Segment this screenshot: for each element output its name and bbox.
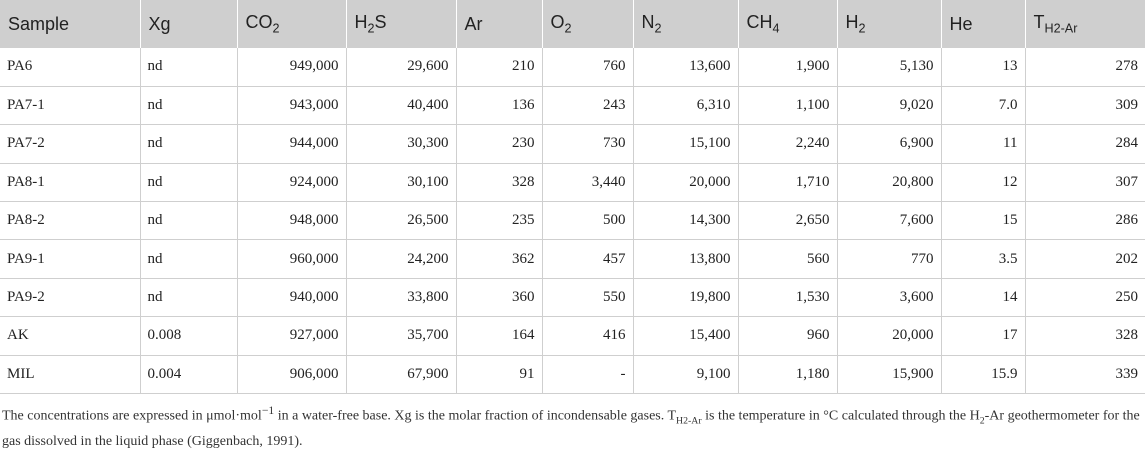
footnote-text: is the temperature in °C calculated through the H [701, 408, 980, 424]
column-header-label: He [949, 13, 973, 34]
table-cell: 1,100 [738, 86, 837, 124]
table-cell: 500 [542, 202, 633, 240]
table-cell: nd [140, 240, 237, 278]
table-cell: 770 [837, 240, 941, 278]
table-row [0, 125, 1145, 163]
table-cell: PA9-1 [0, 240, 140, 278]
table-cell: - [542, 355, 633, 393]
table-cell: 6,310 [633, 86, 738, 124]
table-cell: 15.9 [941, 355, 1025, 393]
footnote-text: The concentrations are expressed in μmol·mol [2, 408, 262, 424]
table-cell: 19,800 [633, 278, 738, 316]
table-cell: nd [140, 86, 237, 124]
footnote-sup: −1 [261, 404, 275, 418]
column-header-label: Xg [148, 13, 171, 34]
table-cell: 730 [542, 125, 633, 163]
table-cell: 136 [456, 86, 542, 124]
table-row [0, 202, 1145, 240]
table-cell: PA8-2 [0, 202, 140, 240]
table-row [0, 278, 1145, 316]
table-cell: 9,100 [633, 355, 738, 393]
table-cell: 230 [456, 125, 542, 163]
table-cell: 20,000 [837, 317, 941, 355]
table-cell: 11 [941, 125, 1025, 163]
table-cell: nd [140, 125, 237, 163]
table-cell: MIL [0, 355, 140, 393]
table-cell: 416 [542, 317, 633, 355]
table-cell: PA7-1 [0, 86, 140, 124]
table-cell: PA7-2 [0, 125, 140, 163]
footnote-sub: H2-Ar [676, 415, 702, 427]
table-cell: PA8-1 [0, 163, 140, 201]
column-header-label: S [374, 12, 387, 33]
table-cell: 960 [738, 317, 837, 355]
table-cell: 948,000 [237, 202, 346, 240]
column-header-label: Ar [464, 13, 483, 34]
table-cell: 328 [456, 163, 542, 201]
table-cell: 339 [1115, 365, 1138, 382]
table-cell: 3,440 [542, 163, 633, 201]
column-header-subscript: 2 [654, 21, 662, 36]
table-cell: 943,000 [237, 86, 346, 124]
table-cell: 40,400 [346, 86, 456, 124]
table-cell: 12 [941, 163, 1025, 201]
table-cell: 30,100 [346, 163, 456, 201]
table-cell: 362 [456, 240, 542, 278]
table-cell: 3.5 [941, 240, 1025, 278]
table-cell: nd [140, 48, 237, 86]
table-cell: 164 [456, 317, 542, 355]
table-cell: 1,180 [738, 355, 837, 393]
table-cell: 24,200 [346, 240, 456, 278]
table-cell: 2,650 [738, 202, 837, 240]
table-cell: 550 [542, 278, 633, 316]
table-row [0, 317, 1145, 355]
column-header-subscript: 2 [858, 21, 866, 36]
table-cell: 202 [1115, 250, 1138, 267]
column-header-label: H [845, 12, 859, 33]
table-cell: 15,100 [633, 125, 738, 163]
column-header [542, 0, 633, 48]
table-row [0, 240, 1145, 278]
table-cell: PA9-2 [0, 278, 140, 316]
table-cell: 15,400 [633, 317, 738, 355]
column-header [633, 0, 738, 48]
table-cell: nd [140, 163, 237, 201]
header-row [0, 0, 1145, 48]
column-header-subscript: 2 [367, 21, 375, 36]
table-row [0, 163, 1145, 201]
table-cell: 17 [941, 317, 1025, 355]
table-cell: 14,300 [633, 202, 738, 240]
column-header-label: H [354, 12, 368, 33]
column-header [237, 0, 346, 48]
column-header [738, 0, 837, 48]
table-cell: 29,600 [346, 48, 456, 86]
table-cell: nd [140, 202, 237, 240]
table-cell: 13,800 [633, 240, 738, 278]
table-cell: 7.0 [941, 86, 1025, 124]
table-cell: nd [140, 278, 237, 316]
column-header [1025, 0, 1145, 48]
table-cell: 278 [1115, 58, 1138, 75]
table-footnote [0, 394, 1145, 452]
table-cell: 1,900 [738, 48, 837, 86]
column-header [140, 0, 237, 48]
table-cell: 0.004 [140, 355, 237, 393]
column-header-label: Sample [8, 13, 70, 34]
table-cell: 20,800 [837, 163, 941, 201]
table-cell: 457 [542, 240, 633, 278]
column-header [837, 0, 941, 48]
column-header [0, 0, 140, 48]
column-header-label: T [1033, 12, 1045, 33]
table-cell: 1,530 [738, 278, 837, 316]
table-cell: 91 [456, 355, 542, 393]
table-cell: PA6 [0, 48, 140, 86]
table-cell: 14 [941, 278, 1025, 316]
table-cell: 33,800 [346, 278, 456, 316]
table-cell: 235 [456, 202, 542, 240]
table-cell: 210 [456, 48, 542, 86]
table-cell: 944,000 [237, 125, 346, 163]
table-cell: 243 [542, 86, 633, 124]
table-cell: 760 [542, 48, 633, 86]
table-cell: 13,600 [633, 48, 738, 86]
table-cell: 2,240 [738, 125, 837, 163]
table-cell: 20,000 [633, 163, 738, 201]
table-cell: 35,700 [346, 317, 456, 355]
table-cell: 286 [1115, 212, 1138, 229]
column-header [456, 0, 542, 48]
column-header-label: CH [746, 12, 773, 33]
table-cell: 67,900 [346, 355, 456, 393]
table-cell: 5,130 [837, 48, 941, 86]
column-header [941, 0, 1025, 48]
column-header-subscript: 2 [564, 21, 572, 36]
table-cell: 26,500 [346, 202, 456, 240]
table-body [0, 48, 1145, 394]
table-cell: 3,600 [837, 278, 941, 316]
table-cell: 560 [738, 240, 837, 278]
column-header [346, 0, 456, 48]
table-cell: 1,710 [738, 163, 837, 201]
table-cell: 924,000 [237, 163, 346, 201]
table-cell: 906,000 [237, 355, 346, 393]
column-header-subscript: 2 [272, 21, 280, 36]
table-cell: 7,600 [837, 202, 941, 240]
table-cell: 15 [941, 202, 1025, 240]
table-cell: 309 [1115, 97, 1138, 114]
column-header-label: CO [245, 12, 273, 33]
table-cell: 9,020 [837, 86, 941, 124]
table-row [0, 86, 1145, 124]
column-header-label: O [550, 12, 565, 33]
table-row [0, 355, 1145, 393]
footnote-sub: 2 [979, 415, 985, 427]
column-header-subscript: H2-Ar [1044, 21, 1078, 36]
table-cell: 284 [1115, 135, 1138, 152]
table-cell: 30,300 [346, 125, 456, 163]
footnote-text: -Ar geothermometer for the gas dissolved in the liquid phase (Giggenbach, 1991). [2, 408, 1140, 450]
table-cell: 927,000 [237, 317, 346, 355]
column-header-subscript: 4 [772, 21, 780, 36]
table-cell: 0.008 [140, 317, 237, 355]
table-cell: 960,000 [237, 240, 346, 278]
footnote-text: in a water-free base. Xg is the molar fraction of incondensable gases. T [274, 408, 677, 424]
table-cell: 13 [941, 48, 1025, 86]
table-cell: 250 [1115, 289, 1138, 306]
table-cell: 307 [1115, 173, 1138, 190]
table-cell: 6,900 [837, 125, 941, 163]
table-cell: AK [0, 317, 140, 355]
table-cell: 328 [1115, 327, 1138, 344]
column-header-label: N [641, 12, 655, 33]
table-cell: 940,000 [237, 278, 346, 316]
table-cell: 949,000 [237, 48, 346, 86]
table-row [0, 48, 1145, 86]
table-cell: 15,900 [837, 355, 941, 393]
table-cell: 360 [456, 278, 542, 316]
